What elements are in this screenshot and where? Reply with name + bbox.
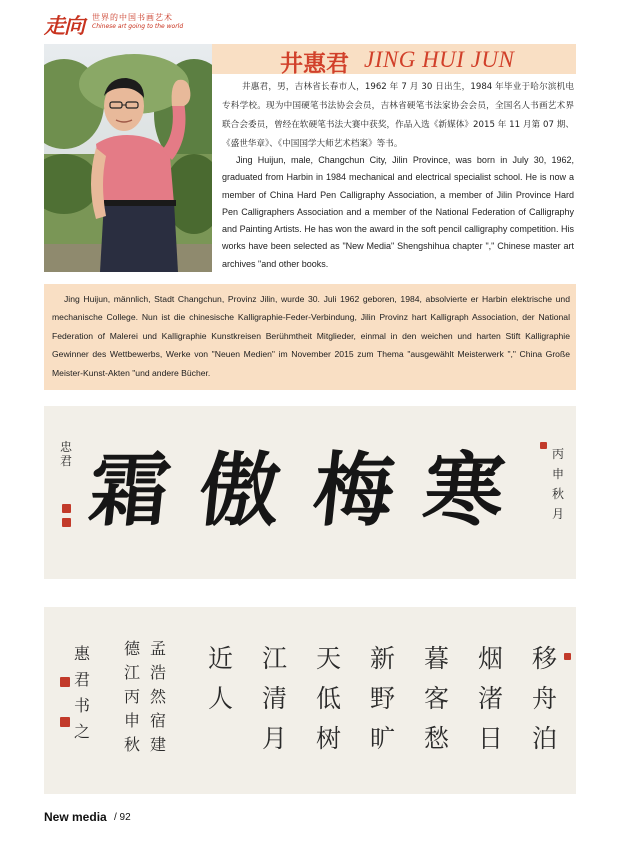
footer-brand-media: media [72, 810, 107, 824]
poem-inscription-2: 德江丙申秋 [124, 639, 141, 754]
bio-chinese: 井惠君，男，吉林省长春市人，1962 年 7 月 30 日出生，1984 年毕业于哈尔滨机电专科学校。现为中国硬笔书法协会会员，吉林省硬笔书法家协会会员，全国名人书画艺术界联合会委员，曾经在软硬笔书法大赛中获奖，作品入选《新媒体》2015 年 11 月第 07 期、《盛世华章》、《中国国学大师艺术档案》等书。 [222, 82, 574, 149]
calligraphy-artwork-horizontal [44, 406, 576, 579]
poem-column-7: 近人 [208, 644, 234, 713]
footer-brand [44, 810, 107, 824]
bio-english: Jing Huijun, male, Changchun City, Jilin Province, was born in July 30, 1962, graduated from Harbin in 1984 mechanical and electrical specialist school. He is now a member of China Hard Pen Calligraphy Association, a member of Jilin Province Hard Pen Calligraphers Association and a member of the National Federation of Calligraphy and Painting Artists. He has won the award in the soft pencil calligraphy competition. His works have been selected as "New Media" Shengshihua chapter "," Chinese master art archives "and other books. [222, 155, 574, 269]
artwork1-char-1: 霜 [85, 443, 175, 537]
artist-name-en: JING HUI JUN [364, 47, 515, 72]
poem-column-4: 新野旷 [370, 644, 396, 753]
seal-stamp [564, 653, 571, 660]
artwork1-signature: 忠君 [60, 440, 73, 468]
artist-name-cn: 井惠君 [280, 50, 349, 77]
artist-photo-image [44, 44, 212, 272]
seal-stamp [62, 504, 71, 513]
poem-column-2: 烟渚日 [478, 644, 504, 753]
poem-column-5: 天低树 [316, 644, 342, 753]
poem-column-3: 暮客愁 [424, 644, 450, 753]
magazine-tagline-en: Chinese art going to the world [92, 23, 184, 30]
artwork1-char-4: 寒 [419, 443, 509, 537]
calligraphy-artwork-poem [44, 607, 576, 794]
seal-stamp [540, 442, 547, 449]
artist-photo [44, 44, 212, 272]
artwork1-date-inscription: 丙申秋月 [552, 447, 565, 521]
bio-german: Jing Huijun, männlich, Stadt Changchun, Provinz Jilin, wurde 30. Juli 1962 geboren, 1984, absolvierte er Harbin elektrische und mechanische College. Nun ist die chinesische Kalligraphie-Feder-Verbindung, Jilin Provinz hart Kalligraph Association, der National Federation of Malerei und Kalligraphie Kunstkreisen Berühmtheit Mitglieder, einmal in den weichen und harten Stift Kalligraphie Gewinner des Wettbewerbs, Werke von "Neuen Medien" im November 2015 zum Thema "ausgewählt Meisterwerk "," China Große Meister-Kunst-Akten "und andere Bücher. [52, 294, 570, 378]
seal-stamp [62, 518, 71, 527]
magazine-logo: 走向 [44, 13, 84, 38]
poem-inscription-1: 孟浩然宿建 [150, 639, 167, 754]
artwork1-char-3: 梅 [309, 443, 399, 537]
seal-stamp [60, 717, 70, 727]
page-number: / 92 [114, 812, 131, 823]
artwork1-char-2: 傲 [195, 443, 285, 537]
seal-stamp [60, 677, 70, 687]
magazine-tagline-cn: 世界的中国书画艺术 [92, 13, 173, 22]
poem-inscription-3: 惠君书之 [74, 644, 91, 741]
poem-column-6: 江清月 [262, 644, 288, 753]
poem-column-1: 移舟泊 [532, 644, 558, 753]
footer-brand-new: New [44, 810, 73, 824]
